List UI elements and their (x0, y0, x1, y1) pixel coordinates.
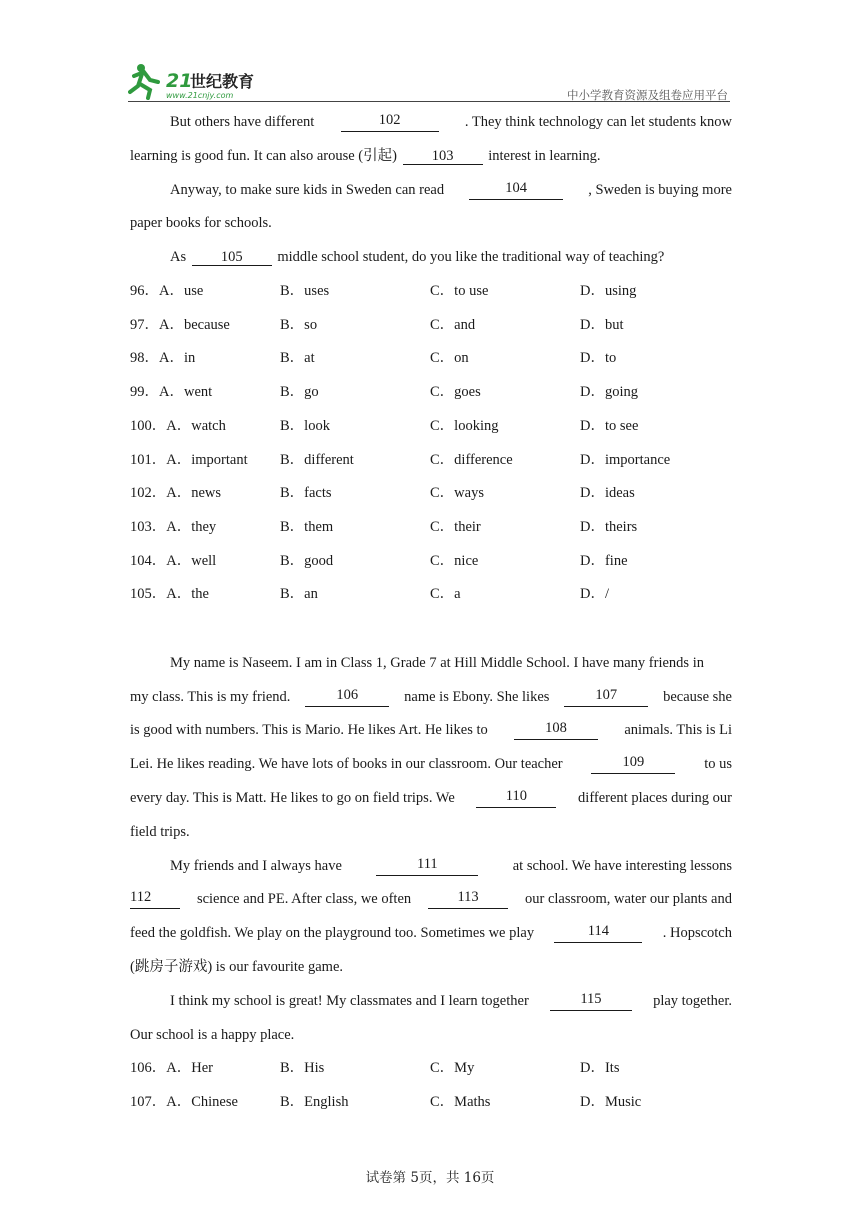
option-c[interactable]: C．My (430, 1060, 475, 1076)
svg-text:21: 21 (166, 70, 193, 92)
option-d[interactable]: D．but (580, 316, 624, 333)
option-a[interactable] (130, 416, 226, 436)
option-a-text: A．important (166, 451, 248, 468)
passage2-line9: feed the goldfish. We play on the playground too. Sometimes we play 114 . Hopscotch (130, 923, 732, 941)
blank-111: 111 (376, 856, 478, 876)
question-number: 98． (130, 350, 159, 367)
option-a-text: A．in (159, 350, 196, 367)
passage2-line2: my class. This is my friend. 106 name is Ebony. She likes 107 because she (130, 687, 732, 705)
option-a[interactable] (130, 1058, 213, 1078)
question-number: 100． (130, 417, 167, 434)
svg-text:世纪教育: 世纪教育 (190, 72, 255, 91)
logo-21cnjy (128, 62, 268, 102)
question-options-row (130, 551, 732, 571)
passage1-line5: As 105 middle school student, do you like the traditional way of teaching? (170, 249, 665, 265)
passage2-line10: (跳房子游戏) is our favourite game. (130, 959, 344, 975)
option-a-text: A．Chinese (166, 1094, 238, 1110)
option-a-text: A．watch (166, 417, 226, 434)
svg-text:www.21cnjy.com: www.21cnjy.com (166, 91, 234, 100)
question-number: 96． (130, 283, 159, 299)
option-c[interactable]: C．on (430, 350, 469, 367)
platform-slogan: 中小学教育资源及组卷应用平台 (567, 88, 728, 102)
option-d[interactable]: D．Music (580, 1094, 642, 1110)
question-options-row (130, 584, 732, 604)
page-header (128, 62, 730, 102)
option-d[interactable]: D．fine (580, 552, 628, 569)
option-d[interactable]: D．theirs (580, 518, 638, 535)
option-a[interactable] (130, 450, 248, 470)
option-b[interactable]: B．go (280, 384, 319, 401)
option-a[interactable] (130, 348, 195, 368)
option-a[interactable] (130, 1092, 238, 1112)
option-b[interactable]: B．them (280, 518, 334, 535)
option-a[interactable] (130, 584, 209, 604)
passage2-line8: 112 science and PE. After class, we often 113 our classroom, water our plants and (130, 889, 732, 907)
option-a-text: A．Her (166, 1060, 213, 1076)
option-a[interactable] (130, 483, 221, 503)
blank-110: 110 (476, 788, 556, 808)
question-options-row (130, 1058, 732, 1078)
passage1-line2: learning is good fun. It can also arouse (引起) 103 interest in learning. (130, 148, 601, 164)
option-c[interactable]: C．Maths (430, 1094, 491, 1110)
option-d[interactable]: D．/ (580, 586, 609, 603)
option-c[interactable]: C．nice (430, 552, 479, 569)
option-d[interactable]: D．going (580, 384, 638, 401)
question-options-row (130, 1092, 732, 1112)
passage2-line5: every day. This is Matt. He likes to go on field trips. We 110 different places during our (130, 788, 732, 806)
option-a-text: A．well (166, 552, 217, 569)
passage1-line3: Anyway, to make sure kids in Sweden can read 104 , Sweden is buying more (170, 180, 732, 198)
option-a-text: A．the (166, 586, 209, 603)
passage2-line11: I think my school is great! My classmates and I learn together 115 play together. (170, 991, 732, 1009)
option-c[interactable]: C．a (430, 586, 461, 603)
passage1-line4: paper books for schools. (130, 215, 272, 231)
option-d[interactable]: D．Its (580, 1060, 620, 1076)
question-number: 97． (130, 316, 159, 333)
question-options-row (130, 348, 732, 368)
option-c[interactable]: C．ways (430, 485, 484, 502)
option-d[interactable]: D．using (580, 283, 637, 299)
question-number: 104． (130, 552, 167, 569)
blank-112: 112 (130, 889, 180, 909)
question-number: 106． (130, 1060, 167, 1076)
passage2-line1: My name is Naseem. I am in Class 1, Grade 7 at Hill Middle School. I have many friends in (170, 655, 704, 671)
question-number: 101． (130, 451, 167, 468)
option-c[interactable]: C．goes (430, 384, 481, 401)
blank-115: 115 (550, 991, 632, 1011)
option-a-text: A．because (159, 316, 230, 333)
blank-108: 108 (514, 720, 598, 740)
question-options-row (130, 450, 732, 470)
option-b[interactable]: B．at (280, 350, 315, 367)
question-number: 103． (130, 518, 167, 535)
blank-105: 105 (192, 249, 272, 266)
option-c[interactable]: C．looking (430, 417, 499, 434)
blank-104: 104 (469, 180, 563, 200)
option-a[interactable] (130, 281, 203, 301)
question-number: 102． (130, 485, 167, 502)
option-a[interactable] (130, 382, 212, 402)
option-b[interactable]: B．good (280, 552, 334, 569)
question-options-row (130, 281, 732, 301)
blank-107: 107 (564, 687, 648, 707)
page-number-footer: 试卷第 5页，共 16页 (365, 1170, 495, 1186)
question-number: 107． (130, 1094, 167, 1110)
blank-113: 113 (428, 889, 508, 909)
option-d[interactable]: D．importance (580, 451, 671, 468)
option-d[interactable]: D．to (580, 350, 617, 367)
option-c[interactable]: C．their (430, 518, 481, 535)
passage2-line3: is good with numbers. This is Mario. He likes Art. He likes to 108 animals. This is Li (130, 720, 732, 738)
option-b[interactable]: B．look (280, 417, 330, 434)
option-c[interactable]: C．to use (430, 283, 489, 299)
header-divider (128, 101, 730, 102)
passage2-line12: Our school is a happy place. (130, 1027, 295, 1043)
question-options-row (130, 315, 732, 335)
option-b[interactable]: B．facts (280, 485, 332, 502)
blank-103: 103 (403, 148, 483, 165)
option-d[interactable]: D．to see (580, 417, 639, 434)
passage2-line7: My friends and I always have 111 at school. We have interesting lessons (170, 856, 732, 874)
blank-106: 106 (305, 687, 389, 707)
blank-109: 109 (591, 754, 675, 774)
blank-102: 102 (341, 112, 439, 132)
option-a[interactable] (130, 551, 216, 571)
option-a[interactable] (130, 315, 230, 335)
question-options-row (130, 517, 732, 537)
option-c[interactable]: C．difference (430, 451, 513, 468)
passage2-line6: field trips. (130, 824, 190, 840)
option-a[interactable] (130, 517, 216, 537)
option-b[interactable]: B．so (280, 316, 318, 333)
option-a-text: A．they (166, 518, 217, 535)
question-number: 105． (130, 586, 167, 603)
option-a-text: A．use (159, 283, 204, 299)
option-c[interactable]: C．and (430, 316, 476, 333)
option-b[interactable]: B．English (280, 1094, 349, 1110)
option-b[interactable]: B．His (280, 1060, 325, 1076)
option-b[interactable]: B．uses (280, 283, 330, 299)
question-options-row (130, 382, 732, 402)
option-a-text: A．went (159, 384, 213, 401)
option-b[interactable]: B．an (280, 586, 318, 603)
question-options-row (130, 416, 732, 436)
passage2-line4: Lei. He likes reading. We have lots of books in our classroom. Our teacher 109 to us (130, 754, 732, 772)
option-a-text: A．news (166, 485, 222, 502)
question-number: 99． (130, 384, 159, 401)
option-b[interactable]: B．different (280, 451, 354, 468)
question-options-row (130, 483, 732, 503)
option-d[interactable]: D．ideas (580, 485, 635, 502)
passage1-line1: But others have different 102 . They think technology can let students know (170, 112, 732, 130)
blank-114: 114 (554, 923, 642, 943)
